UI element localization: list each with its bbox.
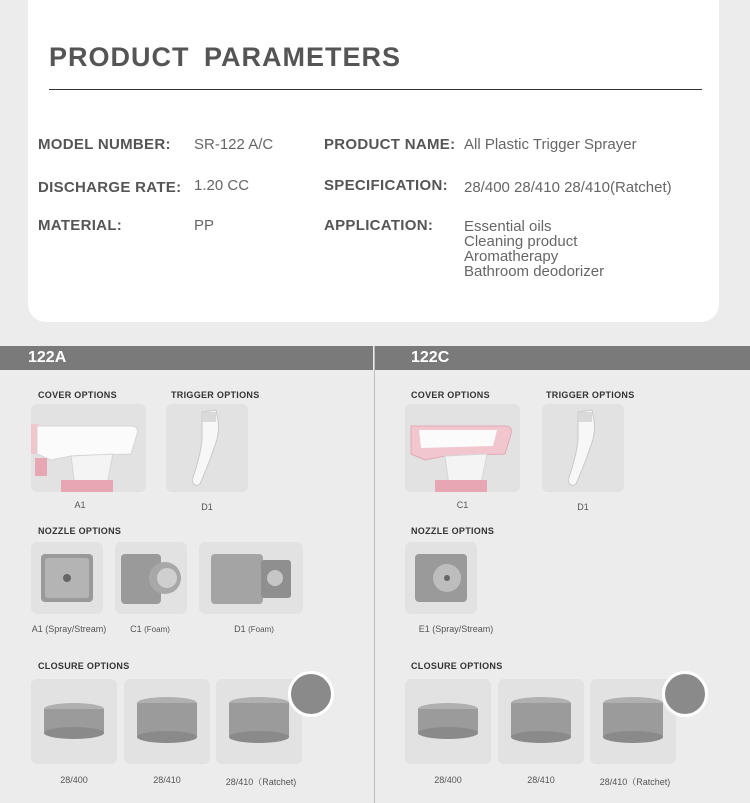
nozzle-code: C1 [130, 624, 142, 634]
application-item: Cleaning product [464, 233, 578, 250]
cover-c1-image [405, 404, 520, 492]
closure-28-410-image [124, 679, 210, 764]
model-number-value: SR-122 A/C [194, 136, 274, 153]
material-label: MATERIAL: [38, 217, 123, 234]
nozzle-c1-image [115, 542, 187, 614]
closure-28-400-image [31, 679, 117, 764]
nozzle-note: (Spray/Stream) [432, 624, 494, 634]
specification-label: SPECIFICATION: [324, 177, 448, 194]
product-name-label: PRODUCT NAME: [324, 136, 456, 153]
closure-options-label: CLOSURE OPTIONS [38, 661, 130, 671]
discharge-rate-value: 1.20 CC [194, 177, 250, 194]
section-header-122a: 122A [0, 346, 373, 370]
closure-28-410-image [498, 679, 584, 764]
nozzle-d1-caption [226, 624, 282, 634]
closure-options-label: CLOSURE OPTIONS [411, 661, 503, 671]
model-number-label: MODEL NUMBER: [38, 136, 171, 153]
trigger-d1-caption: D1 [201, 502, 213, 512]
cover-a1-image [31, 404, 146, 492]
nozzle-d1-image [199, 542, 303, 614]
cover-options-label: COVER OPTIONS [38, 390, 117, 400]
ratchet-detail-inset [662, 671, 708, 717]
page-title: PRODUCT PARAMETERS [49, 42, 402, 72]
cover-c1-caption: C1 [456, 500, 469, 510]
trigger-d1-caption: D1 [577, 502, 589, 512]
column-divider [374, 346, 375, 803]
cover-options-label: COVER OPTIONS [411, 390, 490, 400]
nozzle-code: D1 [234, 624, 246, 634]
nozzle-note: (Spray/Stream) [45, 624, 107, 634]
nozzle-options-label: NOZZLE OPTIONS [38, 526, 122, 536]
application-item: Essential oils [464, 218, 552, 235]
application-label: APPLICATION: [324, 217, 434, 234]
nozzle-note: (Foam) [144, 625, 170, 634]
material-value: PP [194, 217, 215, 234]
application-list [464, 219, 604, 279]
product-name-value: All Plastic Trigger Sprayer [464, 136, 637, 153]
ratchet-detail-inset [288, 671, 334, 717]
nozzle-a1-caption [26, 624, 112, 634]
cover-a1-caption: A1 [74, 500, 86, 510]
application-item: Bathroom deodorizer [464, 263, 605, 280]
nozzle-note: (Foam) [248, 625, 274, 634]
section-header-122c: 122C [375, 346, 750, 370]
closure-caption: 28/400 [434, 775, 462, 785]
nozzle-code: E1 [418, 624, 430, 634]
application-item: Aromatherapy [464, 248, 559, 265]
specification-value: 28/400 28/410 28/410(Ratchet) [464, 179, 672, 196]
trigger-d1-image [166, 404, 248, 492]
nozzle-c1-caption [122, 624, 178, 634]
discharge-rate-label: DISCHARGE RATE: [38, 179, 182, 196]
trigger-d1-image [542, 404, 624, 492]
closure-caption: 28/410 [527, 775, 555, 785]
closure-caption: 28/400 [60, 775, 88, 785]
closure-caption: 28/410（Ratchet) [225, 777, 297, 787]
trigger-options-label: TRIGGER OPTIONS [546, 390, 635, 400]
nozzle-options-label: NOZZLE OPTIONS [411, 526, 495, 536]
closure-caption: 28/410（Ratchet) [599, 777, 671, 787]
nozzle-e1-image [405, 542, 477, 614]
closure-caption: 28/410 [153, 775, 181, 785]
product-parameters-card [28, 0, 719, 322]
nozzle-code: A1 [31, 624, 43, 634]
nozzle-e1-caption [412, 624, 500, 634]
closure-28-400-image [405, 679, 491, 764]
title-underline [49, 89, 702, 90]
nozzle-a1-image [31, 542, 103, 614]
trigger-options-label: TRIGGER OPTIONS [171, 390, 260, 400]
